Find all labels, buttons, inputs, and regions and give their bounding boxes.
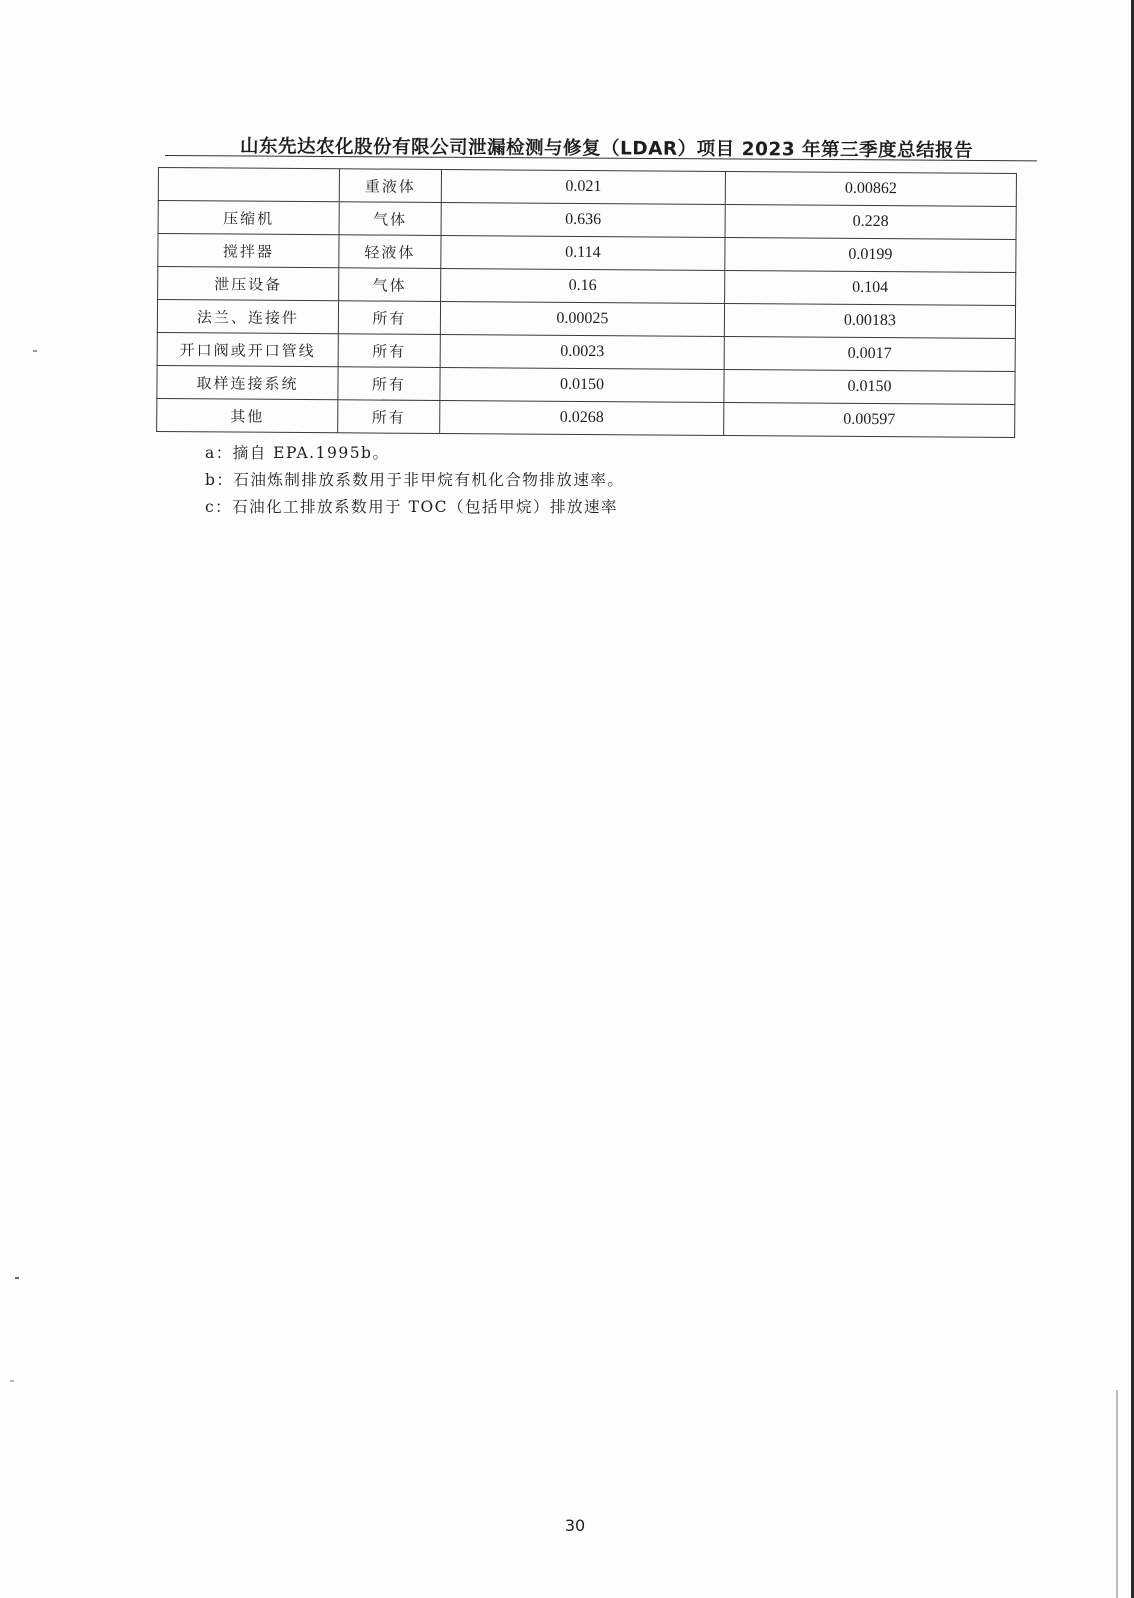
medium-cell: 气体	[339, 268, 441, 302]
equipment-cell: 法兰、连接件	[157, 300, 338, 334]
medium-cell: 轻液体	[339, 235, 441, 269]
refining-factor-cell: 0.0150	[440, 367, 724, 402]
medium-cell: 所有	[338, 367, 440, 401]
footnote-b: b：石油炼制排放系数用于非甲烷有机化合物排放速率。	[205, 471, 625, 489]
refining-factor-cell: 0.021	[441, 169, 725, 204]
equipment-cell: 压缩机	[158, 201, 339, 235]
medium-cell: 所有	[338, 400, 440, 434]
chemical-factor-cell: 0.0150	[724, 369, 1015, 404]
equipment-cell: 泄压设备	[158, 267, 339, 301]
chemical-factor-cell: 0.104	[725, 270, 1016, 305]
chemical-factor-cell: 0.0017	[724, 336, 1015, 371]
chemical-factor-cell: 0.228	[725, 204, 1016, 239]
chemical-factor-cell: 0.00183	[724, 303, 1015, 338]
emission-factor-table	[156, 167, 1017, 438]
refining-factor-cell: 0.0268	[440, 400, 724, 435]
equipment-cell: 其他	[157, 398, 338, 432]
chemical-factor-cell: 0.0199	[725, 237, 1016, 272]
equipment-cell	[158, 168, 339, 202]
medium-cell: 所有	[338, 301, 440, 335]
table-footnotes	[205, 440, 624, 521]
footnote-c: c：石油化工排放系数用于 TOC（包括甲烷）排放速率	[205, 498, 619, 516]
scan-speck	[15, 1277, 19, 1279]
equipment-cell: 取样连接系统	[157, 365, 338, 399]
medium-cell: 气体	[339, 202, 441, 236]
medium-cell: 所有	[338, 334, 440, 368]
refining-factor-cell: 0.0023	[440, 334, 724, 369]
scan-edge-line-faint	[1116, 1390, 1118, 1598]
chemical-factor-cell: 0.00862	[725, 171, 1016, 206]
page-number: 30	[564, 1516, 586, 1535]
refining-factor-cell: 0.636	[441, 202, 725, 237]
scan-speck	[33, 350, 37, 352]
report-header-title: 山东先达农化股份有限公司泄漏检测与修复（LDAR）项目 2023 年第三季度总结报告	[239, 136, 974, 162]
refining-factor-cell: 0.16	[441, 268, 725, 303]
medium-cell: 重液体	[339, 169, 441, 203]
equipment-cell: 开口阀或开口管线	[157, 332, 338, 366]
footnote-a: a：摘自 EPA.1995b。	[205, 444, 390, 462]
table-row	[157, 398, 1015, 437]
refining-factor-cell: 0.00025	[440, 301, 724, 336]
chemical-factor-cell: 0.00597	[724, 402, 1015, 437]
equipment-cell: 搅拌器	[158, 234, 339, 268]
refining-factor-cell: 0.114	[441, 235, 725, 270]
scan-speck	[10, 1380, 14, 1382]
